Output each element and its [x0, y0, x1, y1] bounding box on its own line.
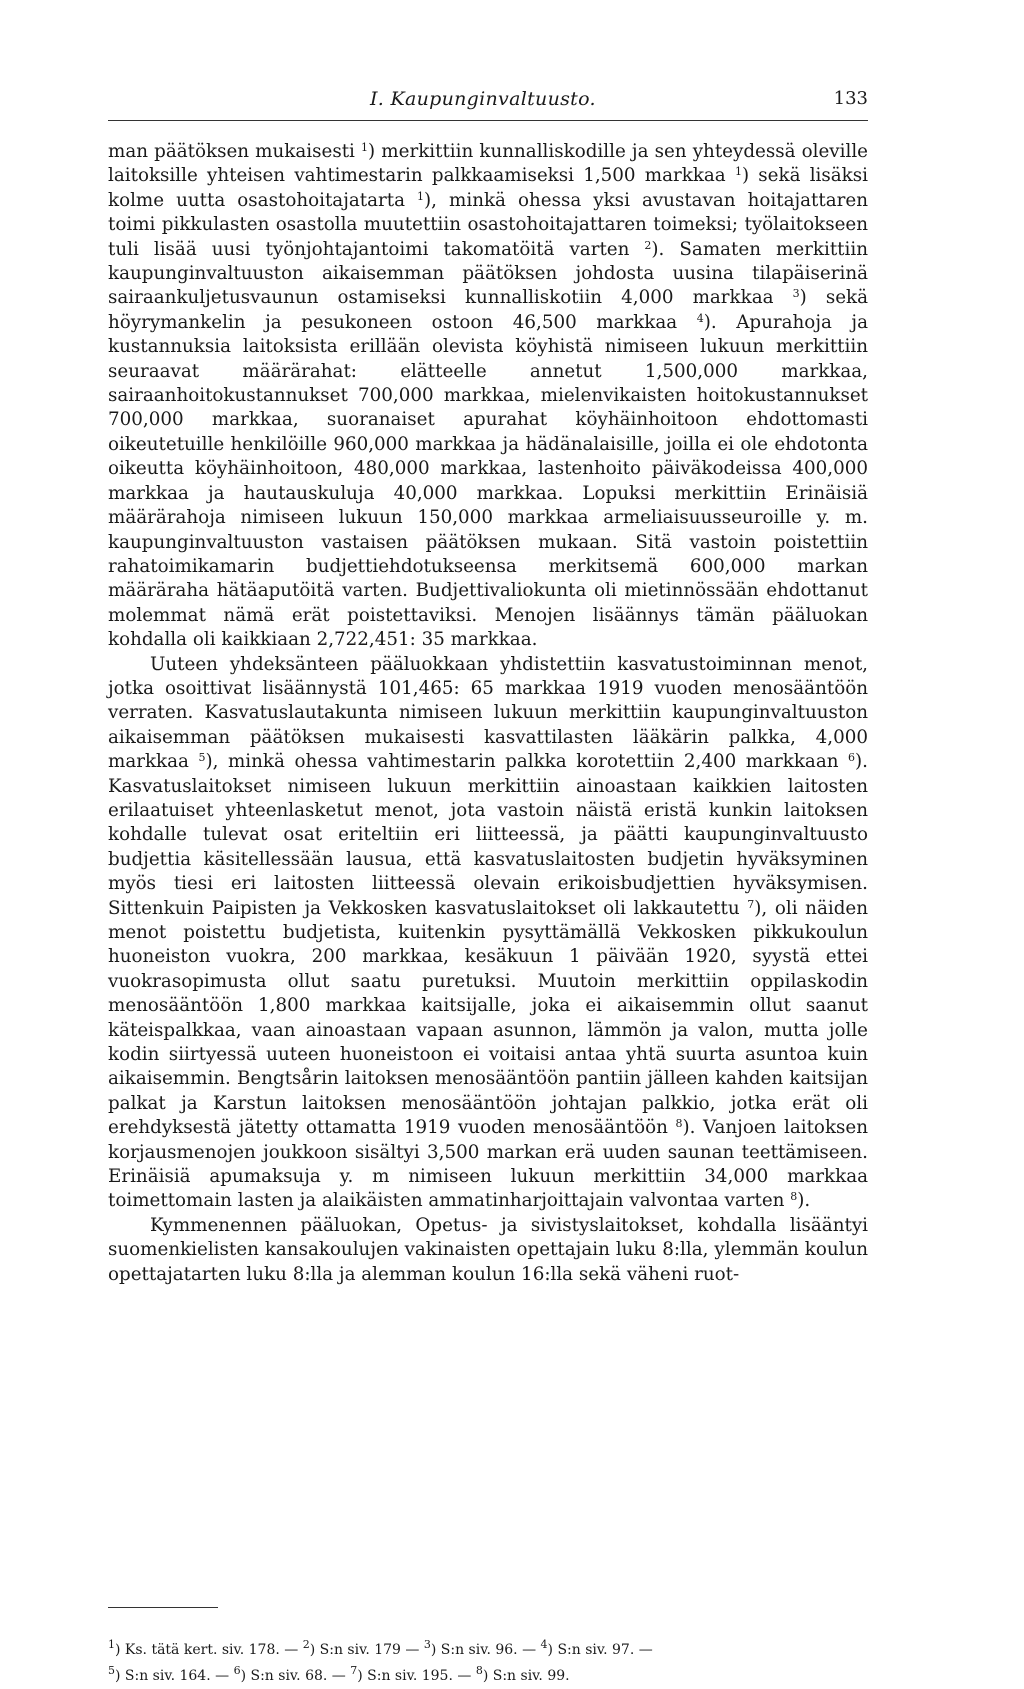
paragraph [108, 1214, 868, 1287]
footnote [108, 1664, 234, 1684]
page-number: 133 [833, 88, 868, 109]
text-run: ). Kasvatuslaitokset nimiseen lukuun merkittiin ainoastaan kaikkien laitosten erilaatuiset yhteenlasketut menot, jota vastoin näistä eristä kunkin laitoksen kohdalle tulevat osat eriteltiin eri liitteessä, ja päätti kaupunginvaltuusto budjettia käsitellessään lausua, että kasvatuslaitosten budjetin hyväksyminen myös tiesi eri laitosten liitteessä olevain erikoisbudjettien hyväksymisen. Sittenkuin Paipisten ja Vekkosken kasvatuslaitokset oli lakkautettu [108, 751, 868, 919]
footnote [540, 1638, 653, 1658]
running-header [108, 86, 868, 121]
footnote-text: ) S:n siv. 179 — [309, 1642, 424, 1658]
footnote-ref: 1 [361, 141, 369, 154]
footnote-text: ) S:n siv. 97. — [547, 1642, 653, 1658]
text-run: ). Samaten merkittiin kaupunginvaltuuston aikaisemman päätöksen johdosta uusina tilapäiserinä sairaankuljetusvaunun ostamiseksi kunnalliskotiin 4,000 markkaa [108, 238, 868, 309]
footnote-number: 7 [350, 1664, 358, 1677]
footnote-number: 3 [423, 1638, 431, 1651]
footnote-ref: 7 [747, 897, 755, 911]
footnote-ref: 8 [675, 1117, 683, 1131]
footnote [423, 1638, 541, 1658]
text-run: ), oli näiden menot poistettu budjetista, kuitenkin pysyttämällä Vekkosken pikkukoulun huoneiston vuokra, 200 markkaa, kesäkuun 1 päivään 1920, syystä ettei vuokrasopimusta ollut saatu puretuksi. Muutoin merkittiin oppilaskodin menosääntöön 1,800 markkaa kaitsijalle, joka ei aikaisemmin ollut saanut käteispalkkaa, vaan ainoastaan vapaan asunnon, lämmön ja valon, mutta jolle kodin siirtyessä uuteen huoneistoon ei voitaisi antaa yhtä suurta asuntoa kuin aikaisemmin. Bengtsårin laitoksen menosääntöön pantiin jälleen kahden kaitsijan palkat ja Karstun laitoksen menosääntöön johtajan palkkio, jotka erät oli erehdyksestä jätetty ottamatta 1919 vuoden menosääntöön [108, 897, 868, 1139]
text-run: ), minkä ohessa yksi avustavan hoitajattaren toimi pikkulasten osastolla muutettiin osastohoitajattaren toimeksi; työlaitokseen tuli lisää uusi työnjohtajantoimi takomatöitä varten [108, 189, 868, 260]
footnote-number: 2 [302, 1638, 310, 1651]
text-run: Uuteen yhdeksänteen pääluokkaan yhdistettiin kasvatustoiminnan menot, jotka osoittivat lisäännystä 101,465: 65 markkaa 1919 vuoden menosääntöön verraten. Kasvatuslautakunta nimiseen lukuun merkittiin kaupunginvaltuuston aikaisemman päätöksen mukaisesti kasvattilasten lääkärin palkka, 4,000 markkaa [108, 653, 868, 773]
body-text [108, 140, 868, 1287]
footnote-text: ) S:n siv. 96. — [430, 1642, 541, 1658]
running-title: I. Kaupunginvaltuusto. [370, 88, 596, 110]
text-run: Kymmenennen pääluokan, Opetus- ja sivistyslaitokset, kohdalla lisääntyi suomenkielisten kansakoulujen vakinaisten opettajain luku 8:lla, ylemmän koulun opettajatarten luku 8:lla ja alemman koulun 16:lla sekä väheni ruot- [108, 1214, 868, 1285]
text-run: ) sekä höyrymankelin ja pesukoneen ostoon 46,500 markkaa [108, 287, 868, 333]
text-run: ). Vanjoen laitoksen korjausmenojen joukkoon sisältyi 3,500 markan erä uuden saunan teettämiseen. Erinäisiä apumaksuja y. m nimiseen lukuun merkittiin 34,000 markkaa toimettomain lasten ja alaikäisten ammatinharjoittajain valvontaa varten [108, 1117, 868, 1212]
footnote-text: ) S:n siv. 195. — [357, 1668, 476, 1684]
footnote-ref: 2 [644, 238, 652, 252]
text-run: ), minkä ohessa vahtimestarin palkka korotettiin 2,400 markkaan [205, 751, 849, 773]
text-run: ) merkittiin kunnalliskodille ja sen yhteydessä oleville laitoksille yhteisen vahtimestarin palkkaamiseksi 1,500 markkaa [108, 141, 868, 187]
footnote [350, 1664, 476, 1684]
footnote-number: 6 [233, 1664, 241, 1677]
footnote-ref: 1 [417, 189, 425, 203]
footnote-ref: 5 [198, 751, 206, 765]
footnote-ref: 3 [792, 287, 800, 301]
footnote-text: ) S:n siv. 99. [482, 1668, 570, 1684]
text-run: ) sekä lisäksi kolme uutta osastohoitajatarta [108, 165, 868, 211]
text-run: man päätöksen mukaisesti [108, 141, 362, 162]
footnote-text: ) Ks. tätä kert. siv. 178. — [115, 1642, 303, 1658]
footnote [108, 1638, 303, 1658]
footnote-text: ) S:n siv. 68. — [240, 1668, 351, 1684]
footnote [475, 1664, 570, 1684]
footnote [233, 1664, 351, 1684]
paragraph [108, 653, 868, 1214]
footnote-ref: 1 [734, 165, 742, 179]
footnote-ref: 6 [848, 751, 856, 765]
paragraph [108, 140, 868, 653]
footnote-ref: 8 [790, 1190, 798, 1204]
footnote-ref: 4 [696, 311, 704, 325]
footnote-number: 8 [475, 1664, 483, 1677]
text-run: ). Apurahoja ja kustannuksia laitoksista erillään olevista köyhistä nimiseen lukuun merkittiin seuraavat määrärahat: elätteelle annetut 1,500,000 markkaa, sairaanhoitokustannukset 700,000 markkaa, mielenvikaisten hoitokustannukset 700,000 markkaa, suoranaiset apurahat köyhäinhoitoon ehdottomasti oikeutetuille henkilöille 960,000 markkaa ja hädänalaisille, joilla ei ole ehdotonta oikeutta köyhäinhoitoon, 480,000 markkaa, lastenhoito päiväkodeissa 400,000 markkaa ja hautauskuluja 40,000 markkaa. Lopuksi merkittiin Erinäisiä määrärahoja nimiseen lukuun 150,000 markkaa armeliaisuusseuroille y. m. kaupunginvaltuuston vastaisen päätöksen mukaan. Sitä vastoin poistettiin rahatoimikamarin budjettiehdotukseensa merkitsemä 600,000 markan määräraha hätäaputöitä varten. Budjettivaliokunta oli mietinnössään ehdottanut molemmat nämä erät poistettaviksi. Menojen lisäännys tämän pääluokan kohdalla oli kaikkiaan 2,722,451: 35 markkaa. [108, 311, 868, 651]
footnote-text: ) S:n siv. 164. — [115, 1668, 234, 1684]
footnote-rule [108, 1607, 218, 1608]
footnote-number: 1 [108, 1638, 115, 1651]
text-run: ). [797, 1190, 811, 1212]
footnote-number: 4 [540, 1638, 548, 1651]
footnote-number: 5 [108, 1664, 115, 1677]
footnote [302, 1638, 424, 1658]
footnotes [108, 1637, 868, 1689]
